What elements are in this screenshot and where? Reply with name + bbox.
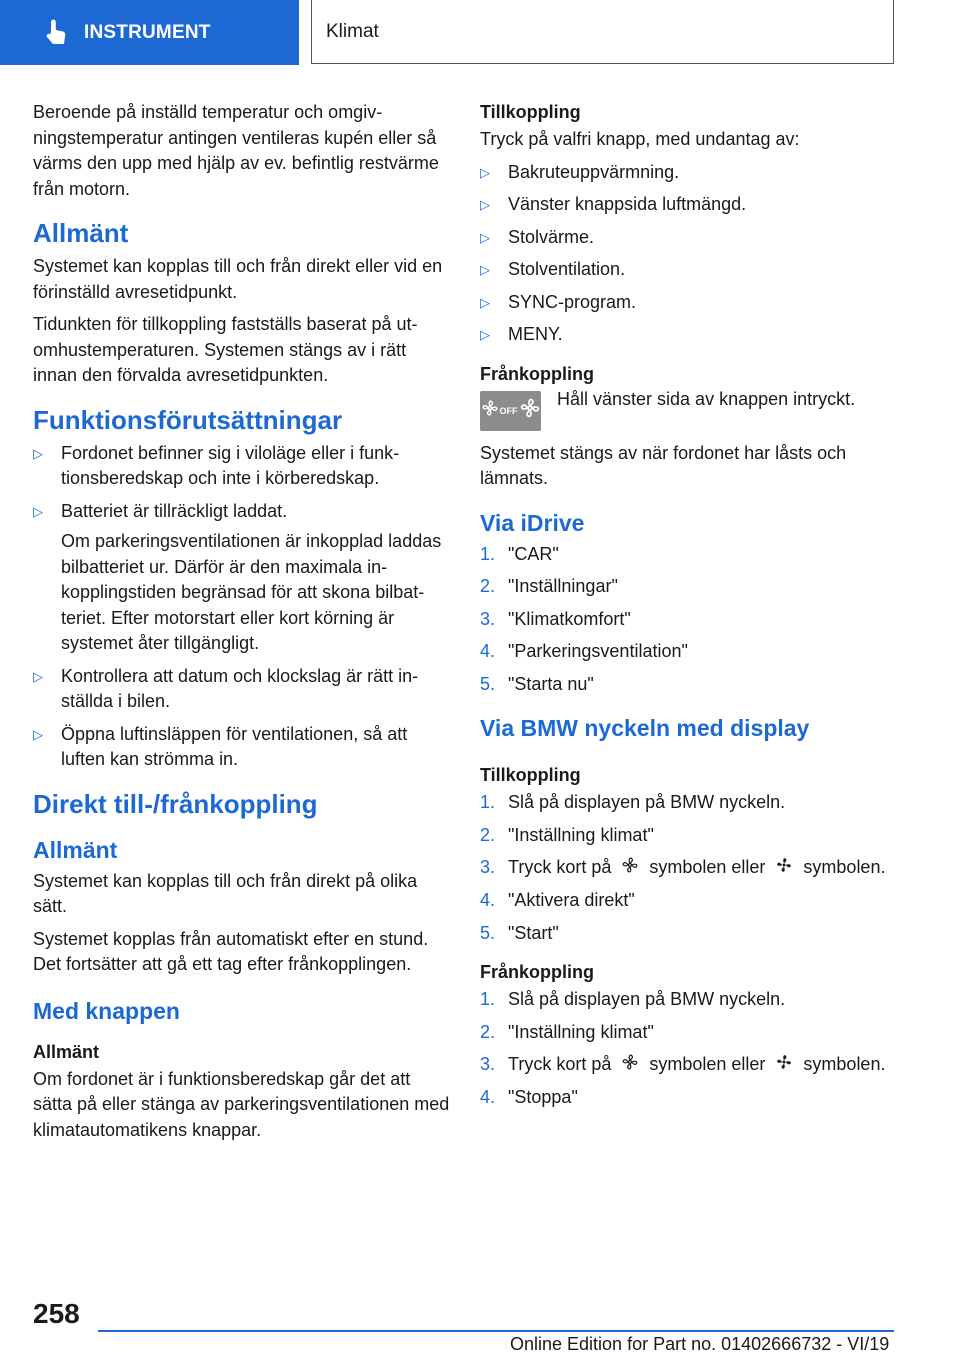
list-item: ▷ Stolvärme. [480,225,890,251]
heading-med-knappen: Med knappen [33,997,180,1024]
fan-off-button-image [480,391,541,431]
list-item: ▷ Bakruteuppvärmning. [480,160,890,186]
triangle-bullet-icon: ▷ [480,294,490,310]
allmant-paragraph-2: Tidunkten för tillkoppling fastställs baserat på utomhustemperaturen. Systemen stängs av i rätt innan den förvalda avresetidpunkten. [33,314,418,385]
off-label: OFF [499,405,518,416]
page-number: 258 [33,1298,80,1329]
list-item: ▷ Fordonet befinner sig i viloläge eller i funktionsberedskap och inte i körberedskap. [33,442,400,488]
list-item: 3. "Klimatkomfort" [480,608,631,629]
fan-icon [519,397,541,424]
exceptions-list [480,160,890,348]
heading-allmant: Allmänt [33,218,129,248]
direkt-paragraph-1: Systemet kan kopplas till och från direkt på olika sätt. [33,870,418,916]
heading-tillkoppling: Tillkoppling [480,102,581,122]
frankoppling-paragraph: Systemet stängs av när fordonet har låsts och lämnats. [480,442,847,488]
fan-icon [481,399,499,422]
triangle-bullet-icon: ▷ [480,164,490,180]
list-item: 4. "Parkeringsventilation" [480,641,688,661]
list-item: 2. "Inställning klimat" [480,824,654,845]
triangle-bullet-icon: ▷ [480,262,490,277]
list-item: 5. "Start" [480,922,559,943]
triangle-bullet-icon: ▷ [480,327,490,342]
right-column [480,100,890,1121]
section-tab-label: INSTRUMENT [84,21,211,43]
fan-outline-icon [621,1053,639,1079]
list-item: ▷ Kontrollera att datum och klockslag är rätt inställda i bilen. [33,665,419,711]
allmant-paragraph-1: Systemet kan kopplas till och från direkt eller vid en förinställd avresetidpunkt. [33,256,443,302]
triangle-bullet-icon: ▷ [33,445,43,461]
requirements-list [33,441,453,773]
list-item: 2. "Inställningar" [480,576,618,596]
fan-small-icon [775,856,793,882]
tillkoppling-paragraph: Tryck på valfri knapp, med undantag av: [480,129,800,149]
triangle-bullet-icon: ▷ [33,726,43,742]
list-item: 2. "Inställning klimat" [480,1021,654,1042]
list-item: 1. "CAR" [480,543,559,564]
heading-frankoppling: Frånkoppling [480,363,594,384]
heading-allmant-2: Allmänt [33,836,118,863]
heading-allmant-3: Allmänt [33,1041,100,1062]
left-column [33,100,453,1150]
heading-via-idrive: Via iDrive [480,509,585,536]
fan-small-icon [775,1053,793,1079]
footer-edition [510,1334,889,1355]
list-item: 1. Slå på displayen på BMW nyckeln. [480,792,786,812]
chapter-title-box [311,0,894,64]
triangle-bullet-icon: ▷ [33,668,43,684]
list-item: 3. Tryck kort på symbolen eller symbolen. [480,855,890,881]
footer-edition-text: Online Edition for Part no. 01402666732 - VI/19 [510,1334,890,1354]
list-item: 4. "Aktivera direkt" [480,890,635,910]
heading-funktionsforutsattningar: Funktionsförutsättningar [33,404,343,435]
section-tab[interactable] [0,0,299,65]
heading-frankoppling-2: Frånkoppling [480,962,594,982]
idrive-steps [480,542,890,698]
heading-direkt: Direkt till-/frånkoppling [33,788,318,819]
list-item: ▷ Batteriet är tillräckligt laddat. Om parkeringsventilationen är inkopplad laddas bilbatteriet ur. Därför är den maximala inkopplingstiden begränsad för att skona bilbatteriet. Efter motorstart eller kort körning är systemet åter tillgängligt. [33,499,453,657]
key-off-steps [480,987,890,1111]
list-item: ▷ Vänster knappsida luftmängd. [480,192,890,218]
med-knappen-paragraph: Om fordonet är i funktionsberedskap går det att sätta på eller stänga av parkeringsventilationen med klimatautomatikens knappar. [33,1068,450,1140]
off-instruction-text: Håll vänster sida av knappen intryckt. [557,388,856,409]
chapter-title: Klimat [326,20,379,42]
list-item: 4. "Stoppa" [480,1087,578,1107]
key-on-steps [480,790,890,946]
heading-via-bmw-nyckeln: Via BMW nyckeln med display [480,715,810,741]
hand-touch-icon [36,13,76,53]
fan-outline-icon [621,856,639,882]
triangle-bullet-icon: ▷ [480,229,490,245]
list-item: 3. Tryck kort på symbolen eller symbolen. [480,1052,890,1078]
list-item: ▷ MENY. [480,322,890,348]
list-item-note: Om parkeringsventilationen är inkopplad laddas bilbatteriet ur. Därför är den maximala inkopplingstiden begränsad för att skona bilbatteriet. Efter motorstart eller kort körning är systemet åter tillgängligt. [61,531,442,653]
direkt-paragraph-2: Systemet kopplas från automatiskt efter en stund. Det fortsätter att gå ett tag efter frånkopplingen. [33,928,429,974]
list-item: 1. Slå på displayen på BMW nyckeln. [480,989,786,1009]
list-item: ▷ Öppna luftinsläppen för ventilationen, så att luften kan strömma in. [33,723,408,769]
list-item: ▷ SYNC-program. [480,290,890,316]
intro-paragraph: Beroende på inställd temperatur och omgivningstemperatur antingen ventileras kupén eller så värms den upp med hjälp av ev. befintlig restvärme från motorn. [33,102,439,199]
heading-tillkoppling-2: Tillkoppling [480,765,581,785]
footer-rule [98,1330,894,1332]
list-item: 5. "Starta nu" [480,673,594,694]
off-instruction [480,388,890,431]
triangle-bullet-icon: ▷ [33,503,43,519]
list-item: ▷ Stolventilation. [480,257,890,283]
triangle-bullet-icon: ▷ [480,197,490,212]
